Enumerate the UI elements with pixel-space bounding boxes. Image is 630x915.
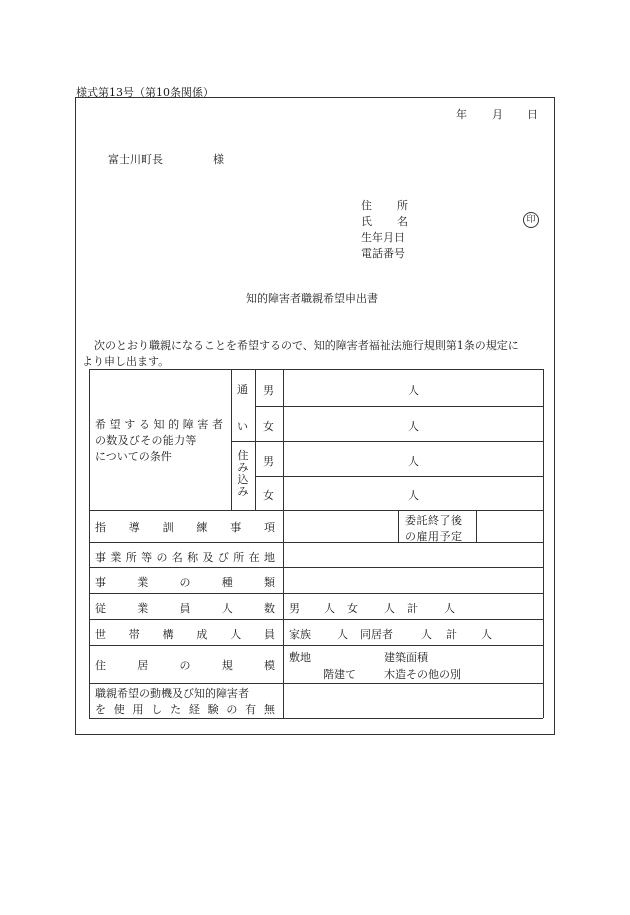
label-char: 住: [95, 659, 106, 672]
label-char: の: [226, 703, 238, 716]
commute-male-unit: 人: [408, 384, 419, 397]
document-title: 知的障害者職親希望申出書: [246, 292, 378, 305]
household-label: [95, 626, 275, 642]
table-line: [89, 619, 543, 620]
motive-label-line-2: [95, 701, 275, 717]
employees-total-unit: 人: [444, 602, 455, 615]
residence-building-area: 建築面積: [384, 651, 428, 664]
commute-female-unit: 人: [408, 420, 419, 433]
residence-structure: 木造その他の別: [384, 668, 461, 681]
label-char: 所: [125, 551, 137, 564]
label-char: の: [179, 576, 191, 589]
table-line: [283, 369, 284, 718]
household-family-unit: 人: [337, 628, 348, 641]
table-line: [89, 593, 543, 594]
commute-char-1: 通: [237, 383, 248, 396]
label-char: 類: [264, 576, 275, 589]
household-total-unit: 人: [481, 628, 492, 641]
household-family: 家族: [289, 628, 311, 641]
seal-mark: 印: [523, 212, 539, 228]
label-char: 種: [221, 576, 233, 589]
table-line: [89, 369, 90, 718]
label-char: 者: [212, 418, 223, 431]
label-char: る: [138, 418, 150, 431]
conditions-label-line-3: についての条件: [95, 450, 172, 463]
household-cohabitants-unit: 人: [421, 628, 432, 641]
employees-female: 女: [347, 602, 358, 615]
livein-female-unit: 人: [408, 489, 419, 502]
label-char: 模: [264, 659, 275, 672]
livein-female-label: 女: [263, 489, 274, 502]
table-line: [231, 369, 232, 510]
label-char: 称: [187, 551, 199, 564]
label-char: 従: [95, 602, 106, 615]
table-line: [89, 645, 543, 646]
livein-label: 住 み 込 み: [237, 449, 249, 498]
label-char: 事: [95, 576, 106, 589]
table-line: [89, 542, 543, 543]
label-char: 練: [196, 521, 208, 534]
table-line: [231, 441, 543, 442]
table-line: [89, 567, 543, 568]
label-char: 在: [248, 551, 260, 564]
label-char: 希: [95, 418, 106, 431]
body-line-1: 次のとおり職親になることを希望するので、知的障害者福祉法施行規則第1条の規定に: [94, 339, 519, 352]
date-month: 月: [492, 108, 503, 121]
label-char: 及: [202, 551, 214, 564]
label-char: 規: [221, 659, 233, 672]
employees-male: 男: [289, 602, 300, 615]
label-char: 験: [207, 703, 219, 716]
motive-label-line-1: 職親希望の動機及び知的障害者: [95, 687, 249, 700]
table-line: [89, 369, 543, 370]
label-char: 使: [113, 703, 125, 716]
label-char: 等: [141, 551, 153, 564]
table-line: [476, 510, 477, 542]
label-char: す: [124, 418, 136, 431]
table-line: [398, 510, 399, 542]
commute-female-label: 女: [263, 420, 274, 433]
label-char: 指: [95, 521, 106, 534]
business-label: [95, 574, 275, 590]
label-char: を: [95, 703, 106, 716]
label-char: 構: [162, 628, 174, 641]
phone-label: 電話番号: [361, 247, 405, 260]
label-char: の: [179, 659, 191, 672]
livein-male-unit: 人: [408, 455, 419, 468]
label-char: 用: [132, 703, 144, 716]
guidance-label: [95, 519, 275, 535]
name-label: 氏 名: [361, 215, 408, 228]
post-employment-label-1: 委託終了後: [405, 514, 463, 527]
label-char: 害: [197, 418, 209, 431]
addressee-name: 富士川町長: [108, 153, 163, 166]
label-char: 数: [264, 602, 275, 615]
label-char: 世: [95, 628, 106, 641]
label-char: 知: [153, 418, 165, 431]
label-char: 訓: [162, 521, 174, 534]
label-char: 事: [230, 521, 242, 534]
residence-label: [95, 657, 275, 673]
table-line: [89, 683, 543, 684]
label-char: 帯: [128, 628, 140, 641]
label-char: び: [217, 551, 229, 564]
label-char: 所: [233, 551, 245, 564]
label-char: 経: [188, 703, 200, 716]
conditions-label-line-2: の数及びその能力等: [95, 434, 197, 447]
label-char: 業: [137, 576, 149, 589]
address-label: 住 所: [361, 199, 408, 212]
label-char: 居: [137, 659, 149, 672]
label-char: 業: [110, 551, 122, 564]
label-char: 的: [168, 418, 180, 431]
label-char: 員: [179, 602, 191, 615]
label-char: 望: [109, 418, 121, 431]
household-cohabitants: 同居者: [360, 628, 393, 641]
label-char: た: [170, 703, 182, 716]
commute-male-label: 男: [263, 384, 274, 397]
livein-male-label: 男: [263, 455, 274, 468]
office-label: [95, 549, 275, 565]
date-year: 年: [456, 108, 467, 121]
employees-female-unit: 人: [384, 602, 395, 615]
table-line: [543, 369, 544, 718]
label-char: 人: [230, 628, 242, 641]
table-line: [89, 718, 543, 719]
employees-total: 計: [407, 602, 418, 615]
table-line: [255, 369, 256, 510]
label-char: 名: [171, 551, 183, 564]
employees-label: [95, 600, 275, 616]
label-char: 人: [221, 602, 233, 615]
label-char: し: [151, 703, 163, 716]
label-char: 導: [128, 521, 140, 534]
label-char: 業: [137, 602, 149, 615]
label-char: 有: [245, 703, 257, 716]
birthdate-label: 生年月日: [361, 231, 405, 244]
label-char: 事: [95, 551, 106, 564]
label-char: 無: [263, 703, 275, 716]
post-employment-label-2: の雇用予定: [405, 530, 463, 543]
table-line: [255, 476, 543, 477]
form-number: 様式第13号（第10条関係）: [76, 86, 214, 99]
residence-stories: 階建て: [323, 668, 356, 681]
label-char: 地: [263, 551, 275, 564]
label-char: 員: [263, 628, 275, 641]
table-line: [255, 406, 543, 407]
table-line: [89, 510, 543, 511]
commute-char-2: い: [237, 420, 248, 433]
label-char: 障: [182, 418, 194, 431]
household-total: 計: [446, 628, 457, 641]
body-line-2: より申し出ます。: [82, 355, 170, 368]
label-char: の: [156, 551, 168, 564]
date-day: 日: [527, 108, 538, 121]
label-char: 成: [196, 628, 208, 641]
residence-site: 敷地: [289, 651, 311, 664]
conditions-label-line-1: [95, 416, 223, 432]
addressee-honorific: 様: [213, 153, 224, 166]
employees-male-unit: 人: [324, 602, 335, 615]
label-char: 項: [263, 521, 275, 534]
